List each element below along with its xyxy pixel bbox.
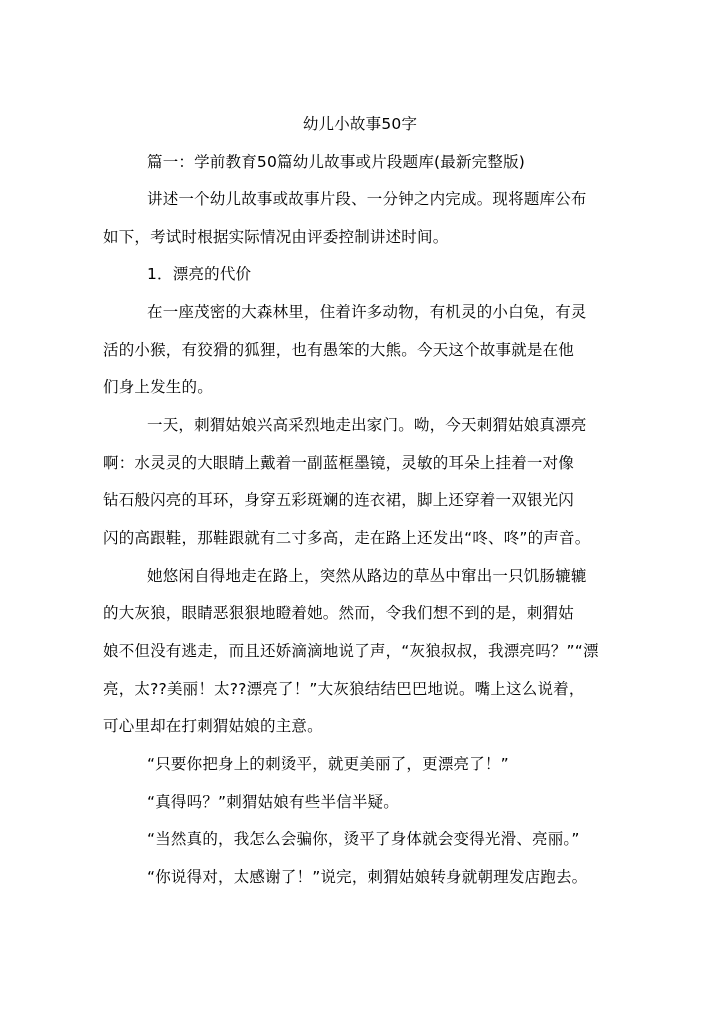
paragraph-line: 活的小猴，有狡猾的狐狸，也有愚笨的大熊。今天这个故事就是在他 (103, 341, 575, 359)
paragraph-line: 闪的高跟鞋，那鞋跟就有二寸多高，走在路上还发出“咚、咚”的声音。 (103, 529, 591, 547)
paragraph-line: 可心里却在打刺猬姑娘的主意。 (103, 717, 323, 735)
paragraph-line: 的大灰狼，眼睛恶狠狠地瞪着她。然而，令我们想不到的是，刺猬姑 (103, 604, 575, 622)
paragraph-line: 一天，刺猬姑娘兴高采烈地走出家门。呦，今天刺猬姑娘真漂亮 (147, 416, 587, 434)
paragraph-line: 如下，考试时根据实际情况由评委控制讲述时间。 (103, 228, 449, 246)
dialogue-line: “你说得对，太感谢了！”说完，刺猬姑娘转身就朝理发店跑去。 (147, 868, 588, 886)
paragraph-line: 娘不但没有逃走，而且还娇滴滴地说了声，“灰狼叔叔，我漂亮吗？”“漂 (103, 642, 599, 660)
document-title: 幼儿小故事50字 (302, 115, 418, 133)
dialogue-line: “只要你把身上的刺烫平，就更美丽了，更漂亮了！” (147, 755, 509, 773)
paragraph-line: 在一座茂密的大森林里，住着许多动物，有机灵的小白兔，有灵 (147, 303, 587, 321)
dialogue-line: “当然真的，我怎么会骗你，烫平了身体就会变得光滑、亮丽。” (147, 830, 580, 848)
paragraph-line: 她悠闲自得地走在路上，突然从路边的草丛中窜出一只饥肠辘辘 (147, 567, 587, 585)
document-subtitle: 篇一：学前教育50篇幼儿故事或片段题库(最新完整版) (147, 153, 526, 171)
paragraph-line: 亮，太??美丽！太??漂亮了！”大灰狼结结巴巴地说。嘴上这么说着， (103, 680, 585, 698)
section-heading: 1．漂亮的代价 (147, 265, 252, 283)
paragraph-line: 啊：水灵灵的大眼睛上戴着一副蓝框墨镜，灵敏的耳朵上挂着一对像 (103, 454, 575, 472)
paragraph-line: 们身上发生的。 (103, 378, 213, 396)
dialogue-line: “真得吗？”刺猬姑娘有些半信半疑。 (147, 793, 399, 811)
paragraph-line: 讲述一个幼儿故事或故事片段、一分钟之内完成。现将题库公布 (147, 190, 587, 208)
paragraph-line: 钻石般闪亮的耳环，身穿五彩斑斓的连衣裙，脚上还穿着一双银光闪 (103, 491, 575, 509)
